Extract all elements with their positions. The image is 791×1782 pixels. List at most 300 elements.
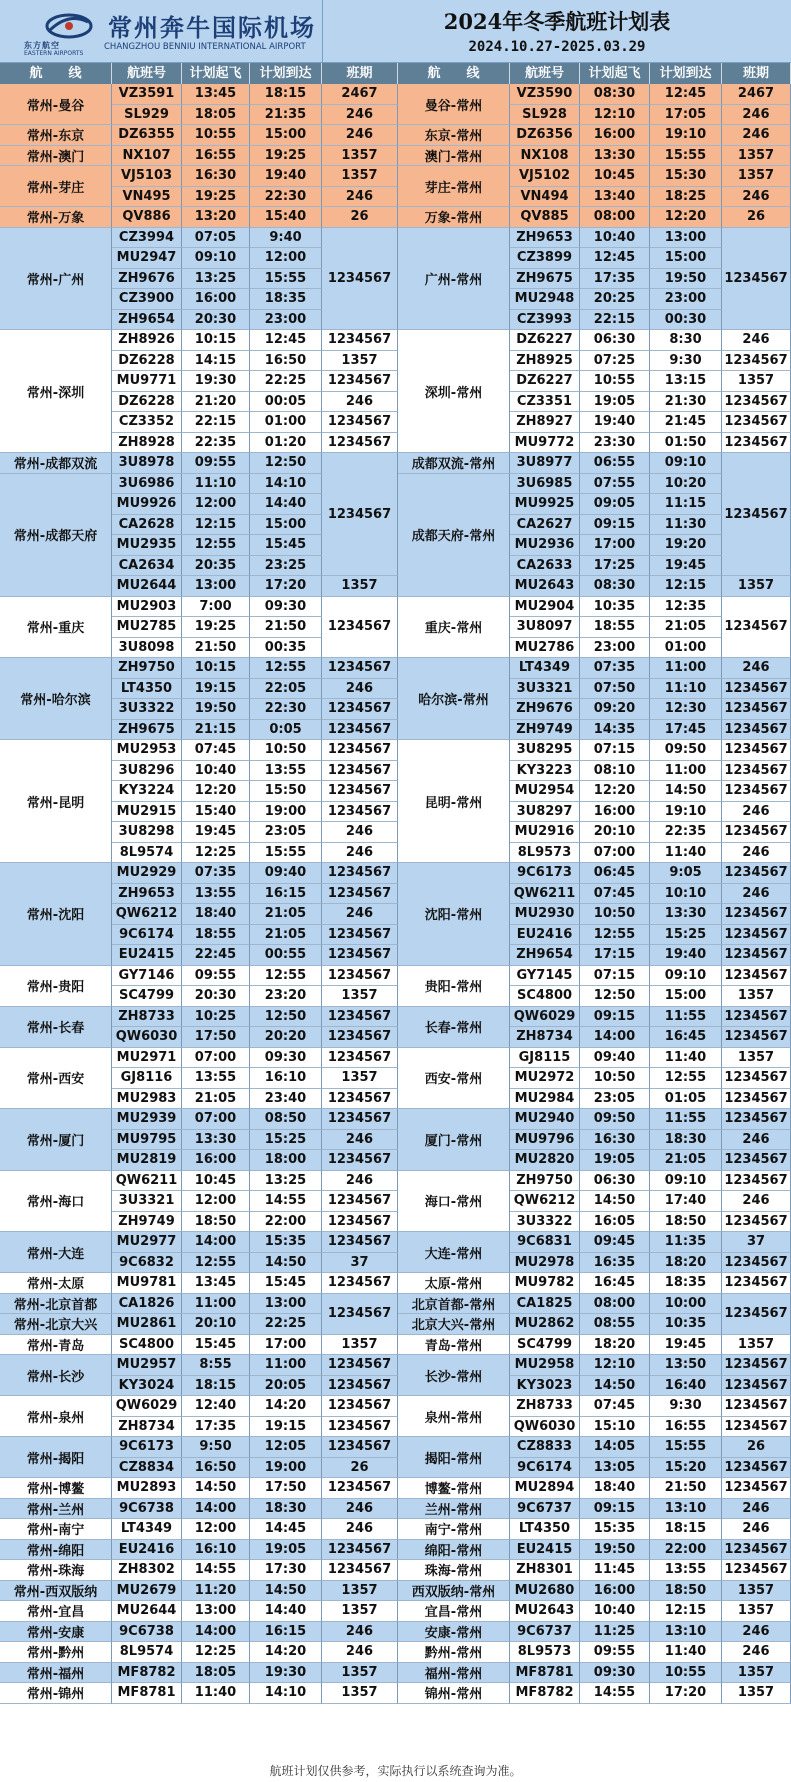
schedule-days: 1234567 <box>722 1109 791 1130</box>
schedule-days: 1234567 <box>722 433 791 454</box>
departure-time: 10:35 <box>580 597 650 618</box>
arrival-time: 15:00 <box>250 125 322 146</box>
departure-time: 08:00 <box>580 207 650 228</box>
arrival-time: 9:05 <box>650 863 722 884</box>
flight-number: VZ3590 <box>510 84 580 105</box>
flight-number: 3U6985 <box>510 474 580 495</box>
departure-time: 16:10 <box>182 1540 250 1561</box>
arrival-time: 15:00 <box>250 515 322 536</box>
schedule-days: 1234567 <box>322 720 398 741</box>
flight-number: QW6211 <box>510 884 580 905</box>
schedule-days: 1234567 <box>322 228 398 331</box>
arrival-time: 19:00 <box>250 1458 322 1479</box>
departure-time: 07:35 <box>182 863 250 884</box>
arrival-time: 22:25 <box>250 1314 322 1335</box>
arrival-time: 09:10 <box>650 453 722 474</box>
departure-time: 10:25 <box>182 1007 250 1028</box>
schedule-days: 1357 <box>322 1601 398 1622</box>
schedule-days: 1234567 <box>722 1417 791 1438</box>
flight-number: MU2983 <box>112 1089 182 1110</box>
arrival-time: 19:45 <box>650 556 722 577</box>
departure-time: 11:00 <box>182 1294 250 1315</box>
arrival-time: 11:30 <box>650 515 722 536</box>
departure-time: 14:00 <box>182 1499 250 1520</box>
schedule-days: 246 <box>322 679 398 700</box>
arrival-time: 11:55 <box>650 1109 722 1130</box>
arrival-time: 15:45 <box>250 1273 322 1294</box>
flight-number: ZH8301 <box>510 1560 580 1581</box>
departure-time: 20:10 <box>580 822 650 843</box>
route-cell: 常州-东京 <box>0 125 112 146</box>
departure-time: 09:10 <box>182 248 250 269</box>
arrival-time: 01:00 <box>650 638 722 659</box>
arrival-time: 21:50 <box>250 617 322 638</box>
departure-time: 7:00 <box>182 597 250 618</box>
flight-number: SC4799 <box>112 986 182 1007</box>
arrival-time: 17:40 <box>650 1191 722 1212</box>
route-cell: 常州-宜昌 <box>0 1601 112 1622</box>
departure-time: 12:50 <box>580 986 650 1007</box>
schedule-days: 1234567 <box>322 658 398 679</box>
airline-name-en: EASTERN AIRPORTS <box>24 50 84 57</box>
schedule-days: 1234567 <box>722 597 791 659</box>
schedule-days: 1234567 <box>322 925 398 946</box>
flight-number: MU2785 <box>112 617 182 638</box>
arrival-time: 23:05 <box>250 822 322 843</box>
arrival-time: 10:55 <box>650 1663 722 1684</box>
schedule-days: 1234567 <box>722 699 791 720</box>
departure-time: 11:45 <box>580 1560 650 1581</box>
flight-number: 3U3321 <box>112 1191 182 1212</box>
arrival-time: 15:25 <box>250 1130 322 1151</box>
departure-time: 12:20 <box>580 781 650 802</box>
arrival-time: 14:20 <box>250 1396 322 1417</box>
route-cell: 绵阳-常州 <box>398 1540 510 1561</box>
flight-number: MU2953 <box>112 740 182 761</box>
route-cell: 厦门-常州 <box>398 1109 510 1171</box>
route-cell: 万象-常州 <box>398 207 510 228</box>
schedule-days: 246 <box>322 187 398 208</box>
schedule-days: 246 <box>722 330 791 351</box>
departure-time: 23:00 <box>580 638 650 659</box>
schedule-days: 1234567 <box>322 1417 398 1438</box>
flight-number: 3U8298 <box>112 822 182 843</box>
flight-number: MU2819 <box>112 1150 182 1171</box>
flight-number: VJ5103 <box>112 166 182 187</box>
arrival-time: 18:15 <box>250 84 322 105</box>
departure-time: 07:05 <box>182 228 250 249</box>
arrival-time: 19:50 <box>650 269 722 290</box>
departure-time: 12:10 <box>580 105 650 126</box>
schedule-days: 1357 <box>322 1581 398 1602</box>
route-cell: 福州-常州 <box>398 1663 510 1684</box>
route-cell: 南宁-常州 <box>398 1519 510 1540</box>
flight-number: ZH8927 <box>510 412 580 433</box>
arrival-time: 8:30 <box>650 330 722 351</box>
arrival-time: 19:40 <box>250 166 322 187</box>
schedule-days: 246 <box>722 105 791 126</box>
flight-number: EU2416 <box>112 1540 182 1561</box>
departure-time: 08:30 <box>580 84 650 105</box>
flight-number: MU2862 <box>510 1314 580 1335</box>
departure-time: 17:25 <box>580 556 650 577</box>
arrival-time: 00:35 <box>250 638 322 659</box>
arrival-time: 17:05 <box>650 105 722 126</box>
schedule-days: 1357 <box>722 146 791 167</box>
arrival-time: 22:00 <box>650 1540 722 1561</box>
flight-number: CA1825 <box>510 1294 580 1315</box>
departure-time: 13:45 <box>182 1273 250 1294</box>
departure-time: 07:00 <box>580 843 650 864</box>
departure-time: 22:35 <box>182 433 250 454</box>
flight-number: MU2903 <box>112 597 182 618</box>
flight-number: GJ8115 <box>510 1048 580 1069</box>
flight-number: ZH9750 <box>510 1171 580 1192</box>
arrival-time: 14:40 <box>250 494 322 515</box>
departure-time: 18:20 <box>580 1335 650 1356</box>
departure-time: 20:35 <box>182 556 250 577</box>
departure-time: 19:30 <box>182 371 250 392</box>
flight-number: 8L9574 <box>112 1642 182 1663</box>
schedule-days: 1234567 <box>322 699 398 720</box>
arrival-time: 18:30 <box>650 1130 722 1151</box>
schedule-days: 37 <box>722 1232 791 1253</box>
schedule-days: 1234567 <box>322 412 398 433</box>
departure-time: 22:45 <box>182 945 250 966</box>
flight-number: 3U3321 <box>510 679 580 700</box>
departure-time: 07:45 <box>182 740 250 761</box>
departure-time: 12:20 <box>182 781 250 802</box>
flight-number: LT4349 <box>510 658 580 679</box>
flight-number: GY7146 <box>112 966 182 987</box>
flight-number: MU2984 <box>510 1089 580 1110</box>
arrival-time: 21:05 <box>650 617 722 638</box>
arrival-time: 17:50 <box>250 1478 322 1499</box>
flight-number: MU2939 <box>112 1109 182 1130</box>
schedule-days: 1357 <box>322 1663 398 1684</box>
arrival-time: 12:00 <box>250 248 322 269</box>
departure-time: 14:55 <box>580 1683 650 1704</box>
arrival-time: 14:10 <box>250 1683 322 1704</box>
schedule-days: 1234567 <box>322 740 398 761</box>
schedule-days: 1357 <box>722 1663 791 1684</box>
departure-time: 16:55 <box>182 146 250 167</box>
route-cell: 常州-成都双流 <box>0 453 112 474</box>
route-cell: 长沙-常州 <box>398 1355 510 1396</box>
arrival-time: 16:55 <box>650 1417 722 1438</box>
schedule-days: 1234567 <box>722 1007 791 1028</box>
route-cell: 深圳-常州 <box>398 330 510 453</box>
arrival-time: 22:30 <box>250 699 322 720</box>
departure-time: 07:00 <box>182 1109 250 1130</box>
departure-time: 18:55 <box>580 617 650 638</box>
arrival-time: 12:55 <box>250 966 322 987</box>
arrival-time: 19:45 <box>650 1335 722 1356</box>
departure-time: 17:00 <box>580 535 650 556</box>
flight-number: DZ6227 <box>510 330 580 351</box>
route-cell: 常州-珠海 <box>0 1560 112 1581</box>
route-cell: 澳门-常州 <box>398 146 510 167</box>
flight-number: 3U8295 <box>510 740 580 761</box>
departure-time: 09:45 <box>580 1232 650 1253</box>
route-cell: 哈尔滨-常州 <box>398 658 510 740</box>
arrival-time: 23:00 <box>650 289 722 310</box>
flight-number: MU2680 <box>510 1581 580 1602</box>
column-header: 计划到达 <box>650 63 722 84</box>
schedule-days: 1234567 <box>722 1253 791 1274</box>
arrival-time: 23:20 <box>250 986 322 1007</box>
flight-number: MU2893 <box>112 1478 182 1499</box>
route-cell: 常州-揭阳 <box>0 1437 112 1478</box>
logo-area <box>0 0 323 62</box>
route-cell: 泉州-常州 <box>398 1396 510 1437</box>
flight-number: DZ6355 <box>112 125 182 146</box>
departure-time: 16:35 <box>580 1253 650 1274</box>
departure-time: 11:40 <box>182 1683 250 1704</box>
flight-number: MU2977 <box>112 1232 182 1253</box>
route-cell: 珠海-常州 <box>398 1560 510 1581</box>
arrival-time: 13:55 <box>250 761 322 782</box>
flight-number: GY7145 <box>510 966 580 987</box>
schedule-days: 2467 <box>322 84 398 105</box>
arrival-time: 11:10 <box>650 679 722 700</box>
flight-number: CA2628 <box>112 515 182 536</box>
route-cell: 兰州-常州 <box>398 1499 510 1520</box>
schedule-days: 1234567 <box>722 679 791 700</box>
arrival-time: 15:55 <box>650 146 722 167</box>
departure-time: 11:20 <box>182 1581 250 1602</box>
arrival-time: 16:45 <box>650 1027 722 1048</box>
route-cell: 东京-常州 <box>398 125 510 146</box>
schedule-days: 1234567 <box>722 1376 791 1397</box>
flight-number: 8L9573 <box>510 843 580 864</box>
arrival-time: 16:40 <box>650 1376 722 1397</box>
schedule-days: 2467 <box>722 84 791 105</box>
schedule-days: 246 <box>322 822 398 843</box>
flight-number: VN494 <box>510 187 580 208</box>
schedule-days: 1234567 <box>322 1437 398 1458</box>
departure-time: 14:50 <box>580 1376 650 1397</box>
arrival-time: 12:55 <box>650 1068 722 1089</box>
route-cell: 曼谷-常州 <box>398 84 510 125</box>
arrival-time: 15:45 <box>250 535 322 556</box>
departure-time: 09:05 <box>580 494 650 515</box>
arrival-time: 12:05 <box>250 1437 322 1458</box>
departure-time: 07:35 <box>580 658 650 679</box>
flight-number: MU9772 <box>510 433 580 454</box>
arrival-time: 15:20 <box>650 1458 722 1479</box>
schedule-days: 1234567 <box>322 761 398 782</box>
route-cell: 大连-常州 <box>398 1232 510 1273</box>
route-cell: 常州-曼谷 <box>0 84 112 125</box>
flight-number: ZH8928 <box>112 433 182 454</box>
departure-time: 11:10 <box>182 474 250 495</box>
arrival-time: 21:05 <box>250 925 322 946</box>
departure-time: 12:55 <box>182 1253 250 1274</box>
schedule-days: 1234567 <box>722 392 791 413</box>
departure-time: 21:15 <box>182 720 250 741</box>
schedule-days: 1357 <box>722 986 791 1007</box>
departure-time: 07:00 <box>182 1048 250 1069</box>
date-range: 2024.10.27-2025.03.29 <box>468 39 646 55</box>
departure-time: 19:25 <box>182 617 250 638</box>
departure-time: 13:40 <box>580 187 650 208</box>
departure-time: 13:25 <box>182 269 250 290</box>
departure-time: 18:40 <box>580 1478 650 1499</box>
departure-time: 13:55 <box>182 1068 250 1089</box>
departure-time: 19:50 <box>580 1540 650 1561</box>
flight-number: MU2916 <box>510 822 580 843</box>
flight-number: CZ3994 <box>112 228 182 249</box>
flight-number: MU2936 <box>510 535 580 556</box>
flight-number: QW6211 <box>112 1171 182 1192</box>
departure-time: 09:55 <box>182 966 250 987</box>
schedule-days: 37 <box>322 1253 398 1274</box>
departure-time: 16:45 <box>580 1273 650 1294</box>
departure-time: 07:55 <box>580 474 650 495</box>
route-cell: 长春-常州 <box>398 1007 510 1048</box>
arrival-time: 11:00 <box>250 1355 322 1376</box>
arrival-time: 16:15 <box>250 884 322 905</box>
schedule-days: 246 <box>322 1130 398 1151</box>
arrival-time: 09:40 <box>250 863 322 884</box>
route-cell: 常州-长沙 <box>0 1355 112 1396</box>
departure-time: 21:05 <box>182 1089 250 1110</box>
departure-time: 09:15 <box>580 1007 650 1028</box>
arrival-time: 08:50 <box>250 1109 322 1130</box>
arrival-time: 14:50 <box>650 781 722 802</box>
arrival-time: 12:55 <box>250 658 322 679</box>
flight-number: MU2861 <box>112 1314 182 1335</box>
schedule-days: 1234567 <box>322 1355 398 1376</box>
departure-time: 13:20 <box>182 207 250 228</box>
flight-number: QW6212 <box>510 1191 580 1212</box>
arrival-time: 18:50 <box>650 1212 722 1233</box>
header <box>0 0 791 63</box>
route-cell: 沈阳-常州 <box>398 863 510 966</box>
arrival-time: 18:15 <box>650 1519 722 1540</box>
flight-number: MU2894 <box>510 1478 580 1499</box>
flight-number: ZH9749 <box>112 1212 182 1233</box>
schedule-days: 1234567 <box>722 945 791 966</box>
schedule-days: 1234567 <box>722 966 791 987</box>
arrival-time: 13:30 <box>650 904 722 925</box>
arrival-time: 14:55 <box>250 1191 322 1212</box>
flight-number: MU2644 <box>112 576 182 597</box>
arrival-time: 00:05 <box>250 392 322 413</box>
departure-time: 18:40 <box>182 904 250 925</box>
arrival-time: 10:10 <box>650 884 722 905</box>
schedule-days: 1357 <box>722 166 791 187</box>
flight-number: LT4350 <box>510 1519 580 1540</box>
flight-number: ZH9653 <box>510 228 580 249</box>
arrival-time: 14:20 <box>250 1642 322 1663</box>
route-cell: 常州-北京大兴 <box>0 1314 112 1335</box>
departure-time: 09:30 <box>580 1663 650 1684</box>
flight-number: EU2416 <box>510 925 580 946</box>
schedule-days: 1234567 <box>322 453 398 576</box>
flight-number: ZH9749 <box>510 720 580 741</box>
airport-name: 常州奔牛国际机场 <box>108 13 316 42</box>
schedule-days: 246 <box>722 884 791 905</box>
route-cell: 常州-福州 <box>0 1663 112 1684</box>
departure-time: 06:30 <box>580 330 650 351</box>
flight-number: 3U8978 <box>112 453 182 474</box>
arrival-time: 00:55 <box>250 945 322 966</box>
arrival-time: 15:55 <box>250 269 322 290</box>
schedule-days: 246 <box>722 1642 791 1663</box>
flight-number: 3U3322 <box>112 699 182 720</box>
route-cell: 博鳌-常州 <box>398 1478 510 1499</box>
route-cell: 西双版纳-常州 <box>398 1581 510 1602</box>
flight-number: CZ3351 <box>510 392 580 413</box>
route-cell: 常州-西安 <box>0 1048 112 1110</box>
flight-number: MU2940 <box>510 1109 580 1130</box>
arrival-time: 15:55 <box>650 1437 722 1458</box>
schedule-days: 1234567 <box>322 1232 398 1253</box>
route-cell: 常州-北京首都 <box>0 1294 112 1315</box>
route-cell: 常州-贵阳 <box>0 966 112 1007</box>
flight-number: MU2935 <box>112 535 182 556</box>
departure-time: 22:15 <box>182 412 250 433</box>
flight-number: DZ6228 <box>112 351 182 372</box>
flight-number: MU2820 <box>510 1150 580 1171</box>
flight-number: ZH8926 <box>112 330 182 351</box>
schedule-days: 1234567 <box>722 1560 791 1581</box>
flight-number: 8L9573 <box>510 1642 580 1663</box>
arrival-time: 15:55 <box>250 843 322 864</box>
schedule-days: 246 <box>322 1499 398 1520</box>
flight-number: CZ3352 <box>112 412 182 433</box>
departure-time: 23:05 <box>580 1089 650 1110</box>
flight-number: ZH9654 <box>112 310 182 331</box>
flight-number: MU9782 <box>510 1273 580 1294</box>
schedule-days: 1234567 <box>322 863 398 884</box>
schedule-days: 1234567 <box>722 1068 791 1089</box>
flight-number: MU2915 <box>112 802 182 823</box>
arrival-time: 17:45 <box>650 720 722 741</box>
departure-time: 14:35 <box>580 720 650 741</box>
route-cell: 常州-绵阳 <box>0 1540 112 1561</box>
route-cell: 常州-澳门 <box>0 146 112 167</box>
arrival-time: 12:15 <box>650 1601 722 1622</box>
departure-time: 10:15 <box>182 658 250 679</box>
departure-time: 22:15 <box>580 310 650 331</box>
flight-number: DZ6228 <box>112 392 182 413</box>
flight-number: MU9925 <box>510 494 580 515</box>
departure-time: 14:50 <box>580 1191 650 1212</box>
departure-time: 23:30 <box>580 433 650 454</box>
departure-time: 10:40 <box>182 761 250 782</box>
arrival-time: 18:50 <box>650 1581 722 1602</box>
route-cell: 青岛-常州 <box>398 1335 510 1356</box>
departure-time: 14:00 <box>182 1232 250 1253</box>
flight-number: CA2627 <box>510 515 580 536</box>
route-cell: 贵阳-常州 <box>398 966 510 1007</box>
schedule-days: 246 <box>722 843 791 864</box>
arrival-time: 13:25 <box>250 1171 322 1192</box>
schedule-days: 1234567 <box>722 1396 791 1417</box>
flight-number: SL928 <box>510 105 580 126</box>
schedule-days: 1234567 <box>322 1191 398 1212</box>
departure-time: 12:25 <box>182 843 250 864</box>
flight-number: CZ3900 <box>112 289 182 310</box>
arrival-time: 11:00 <box>650 658 722 679</box>
flight-number: ZH8733 <box>112 1007 182 1028</box>
arrival-time: 17:20 <box>650 1683 722 1704</box>
arrival-time: 09:50 <box>650 740 722 761</box>
departure-time: 07:45 <box>580 884 650 905</box>
